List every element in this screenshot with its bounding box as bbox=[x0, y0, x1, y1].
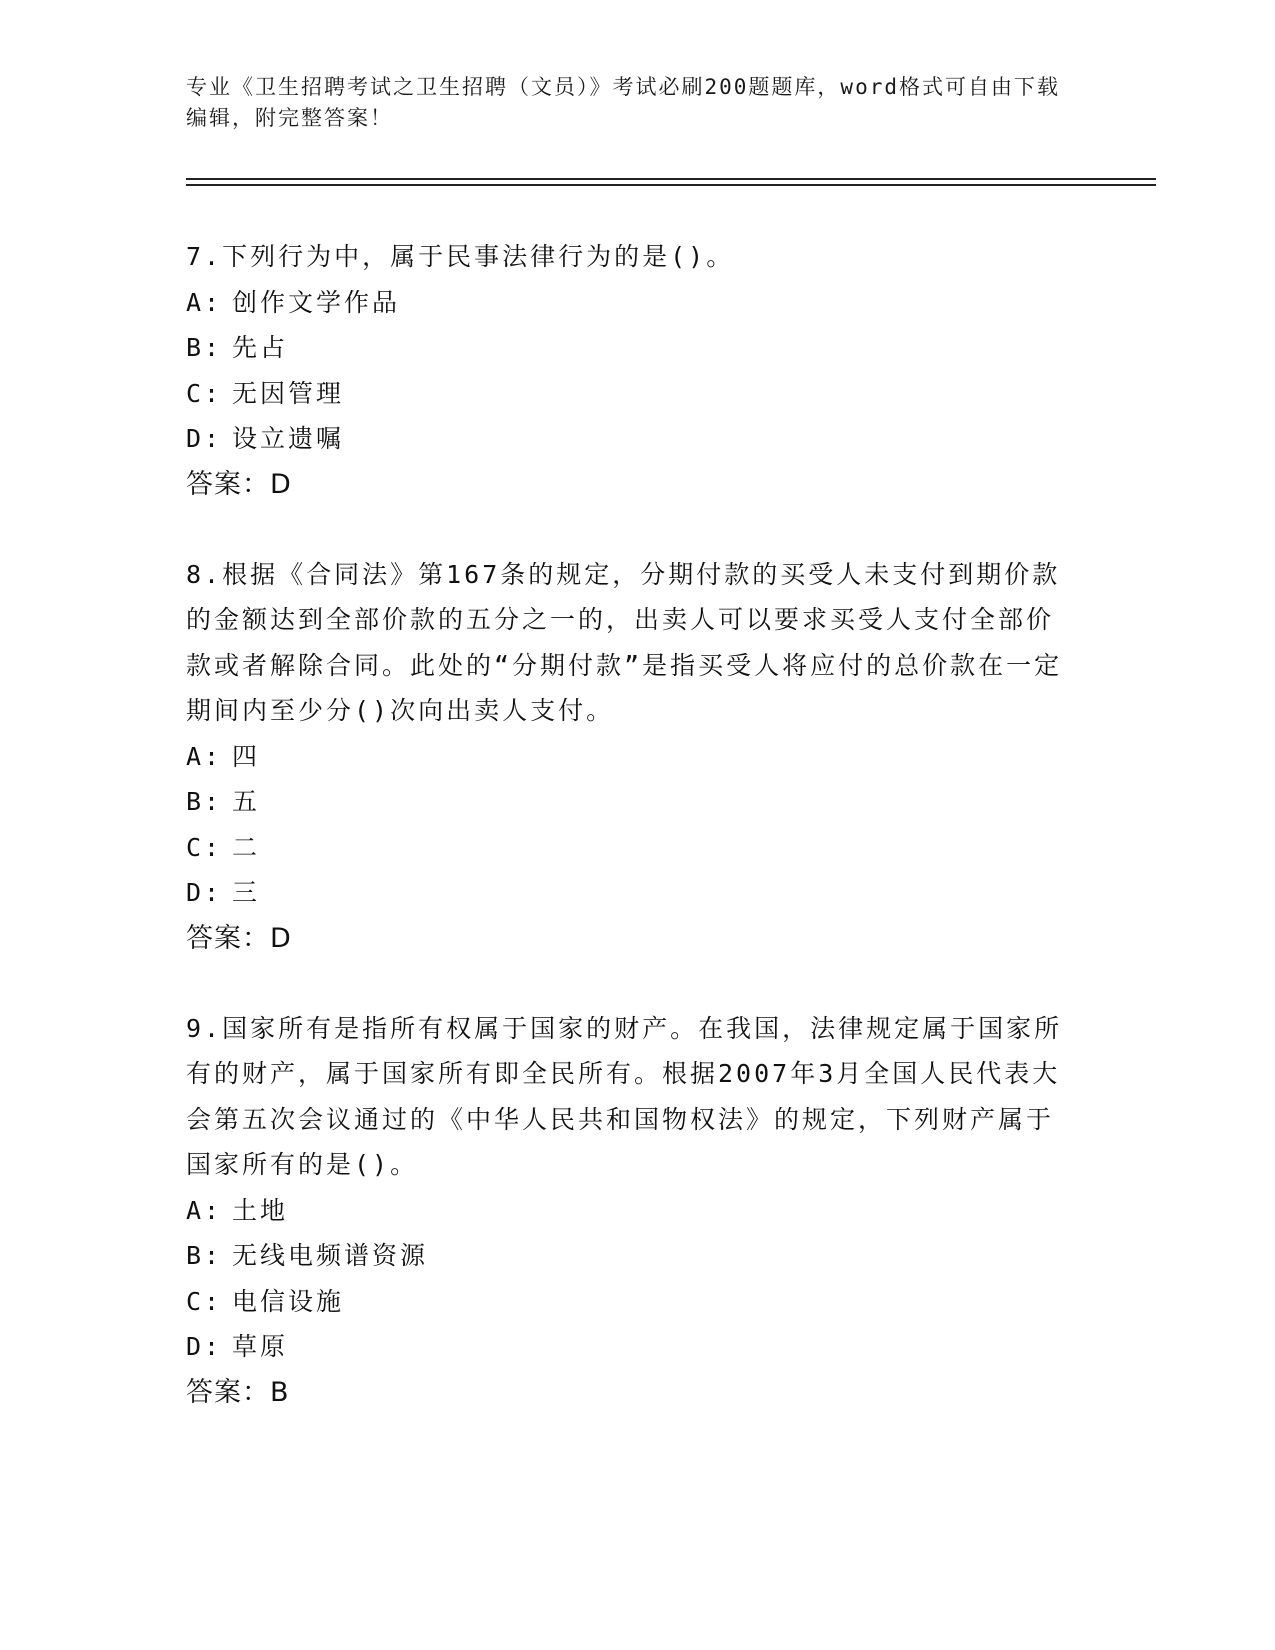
option-letter: D: bbox=[186, 424, 223, 453]
option-letter: D: bbox=[186, 1332, 223, 1361]
option-letter: C: bbox=[186, 832, 223, 862]
option-d bbox=[186, 870, 1066, 916]
option-text: 五 bbox=[232, 787, 261, 816]
option-text: 三 bbox=[232, 878, 261, 907]
option-text: 电信设施 bbox=[232, 1286, 345, 1316]
option-letter: B: bbox=[186, 333, 223, 362]
answer-line: 答案：D bbox=[186, 468, 292, 500]
document-header: 专业《卫生招聘考试之卫生招聘（文员）》考试必刷200题题库，word格式可自由下载编辑，附完整答案！ bbox=[186, 75, 1060, 130]
option-letter: B: bbox=[186, 787, 223, 816]
question-stem: 8.根据《合同法》第167条的规定，分期付款的买受人未支付到期价款的金额达到全部价款的五分之一的，出卖人可以要求买受人支付全部价款或者解除合同。此处的“分期付款”是指买受人将应付的总价款在一定期间内至少分()次向出卖人支付。 bbox=[186, 559, 1063, 725]
option-c bbox=[186, 825, 1066, 871]
header-divider-top bbox=[186, 178, 1156, 180]
option-c bbox=[186, 1279, 1066, 1325]
option-text: 创作文学作品 bbox=[232, 287, 401, 317]
option-a bbox=[186, 280, 1066, 326]
question-stem: 9.国家所有是指所有权属于国家的财产。在我国，法律规定属于国家所有的财产，属于国家所有即全民所有。根据2007年3月全国人民代表大会第五次会议通过的《中华人民共和国物权法》的规定，下列财产属于国家所有的是()。 bbox=[186, 1013, 1063, 1179]
answer-line: 答案：B bbox=[186, 1376, 290, 1408]
question-9 bbox=[186, 1006, 1066, 1416]
option-letter: A: bbox=[186, 287, 223, 317]
question-stem: 7.下列行为中，属于民事法律行为的是()。 bbox=[186, 242, 735, 271]
option-text: 先占 bbox=[232, 333, 289, 362]
option-letter: D: bbox=[186, 878, 223, 907]
option-letter: C: bbox=[186, 1286, 223, 1316]
option-a bbox=[186, 734, 1066, 780]
option-b bbox=[186, 1233, 1066, 1279]
question-8 bbox=[186, 552, 1066, 962]
option-text: 四 bbox=[232, 741, 261, 771]
option-letter: A: bbox=[186, 1195, 223, 1225]
header-divider-bottom bbox=[186, 184, 1156, 186]
option-text: 草原 bbox=[232, 1332, 289, 1361]
option-text: 二 bbox=[232, 832, 261, 862]
option-letter: A: bbox=[186, 741, 223, 771]
answer-line: 答案：D bbox=[186, 922, 292, 954]
option-letter: C: bbox=[186, 378, 223, 408]
option-text: 无因管理 bbox=[232, 378, 345, 408]
option-text: 无线电频谱资源 bbox=[232, 1241, 429, 1270]
option-a bbox=[186, 1188, 1066, 1234]
question-7 bbox=[186, 234, 1066, 508]
option-b bbox=[186, 779, 1066, 825]
option-d bbox=[186, 416, 1066, 462]
option-d bbox=[186, 1324, 1066, 1370]
option-text: 设立遗嘱 bbox=[232, 424, 345, 453]
question-list bbox=[186, 234, 1066, 1460]
option-b bbox=[186, 325, 1066, 371]
option-text: 土地 bbox=[232, 1195, 289, 1225]
option-c bbox=[186, 371, 1066, 417]
option-letter: B: bbox=[186, 1241, 223, 1270]
